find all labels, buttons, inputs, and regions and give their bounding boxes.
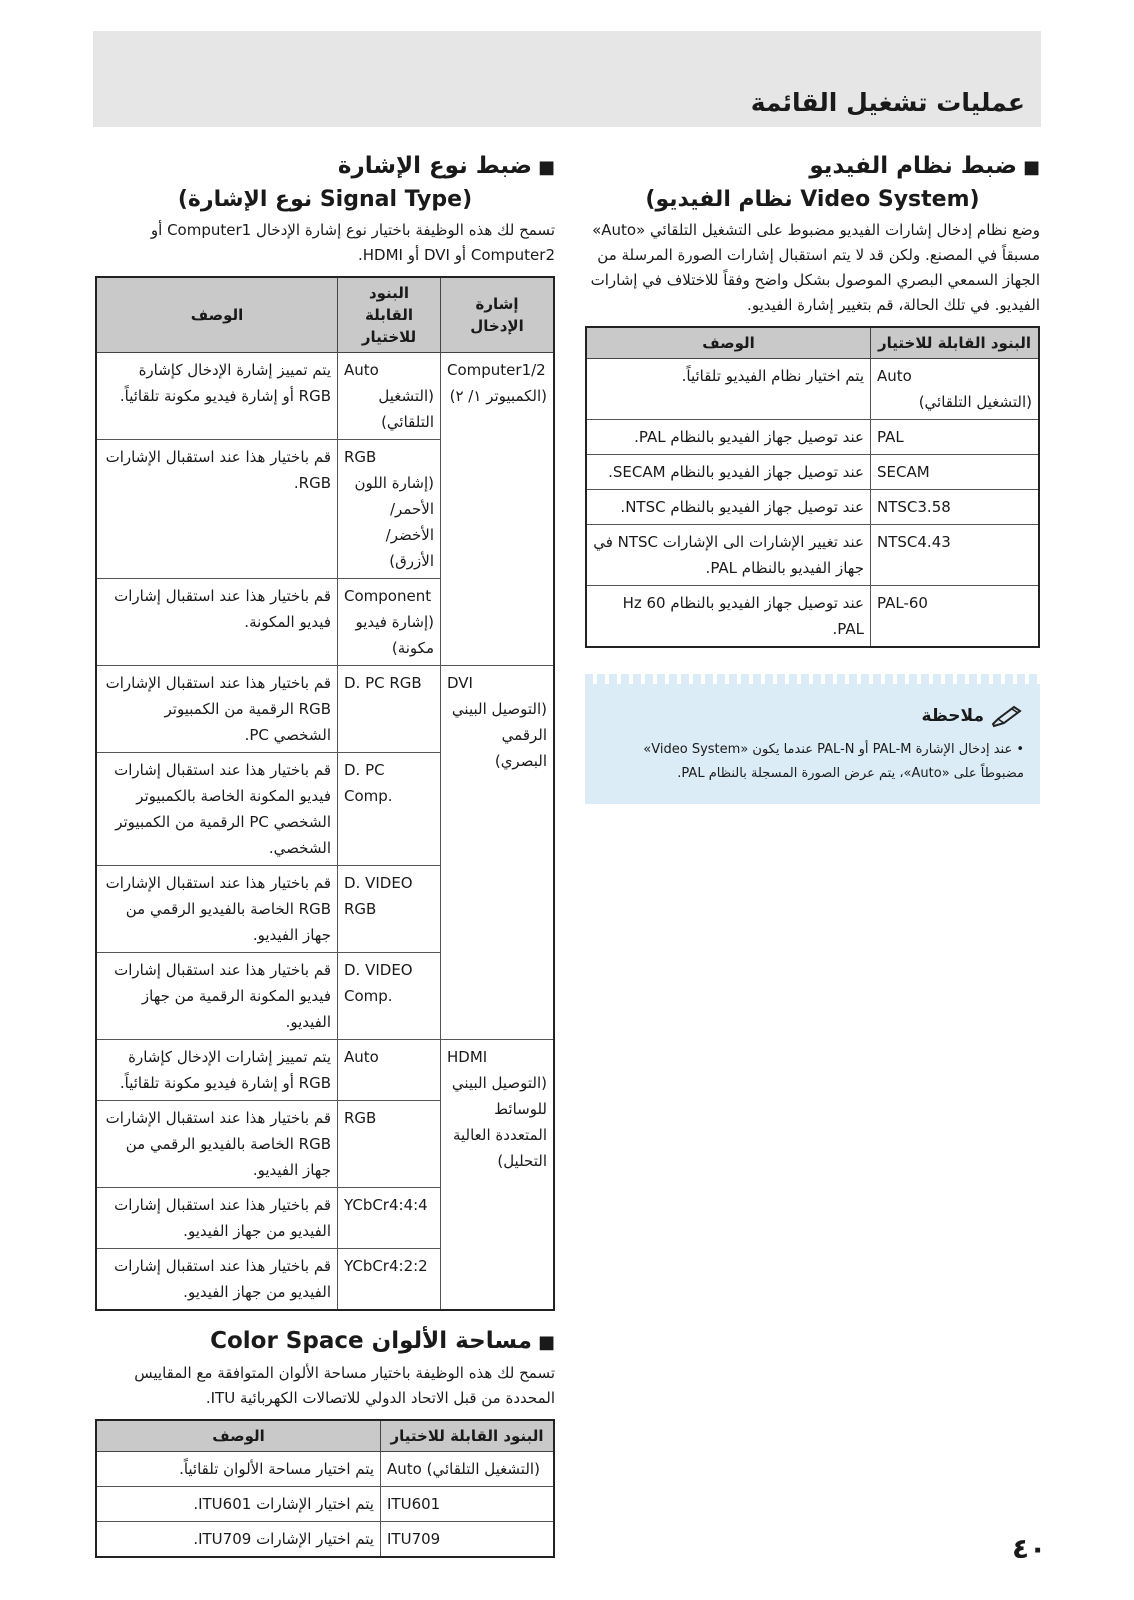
table-cell-desc: قم باختيار هذا عند استقبال الإشارات RGB الخاصة بالفيديو الرقمي من جهاز الفيديو. xyxy=(96,866,338,953)
table-header: الوصف xyxy=(96,1420,381,1452)
table-cell-desc: يتم تمييز إشارات الإدخال كإشارة RGB أو إشارة فيديو مكونة تلقائياً. xyxy=(96,1040,338,1101)
note-text: • عند إدخال الإشارة PAL-M أو PAL-N عندما يكون «Video System» مضبوطاً على «Auto»، يتم عرض الصورة المسجلة بالنظام PAL. xyxy=(643,742,1024,781)
signal-type-subtitle: (Signal Type نوع الإشارة) xyxy=(177,187,473,212)
table-cell-item xyxy=(338,353,441,440)
table-cell-item xyxy=(338,1249,441,1311)
table-cell-input xyxy=(441,1040,555,1311)
item-sublabel: (التشغيل التلقائي) xyxy=(378,387,434,431)
table-cell-desc: عند توصيل جهاز الفيديو بالنظام NTSC. xyxy=(586,490,871,525)
item-label: YCbCr4:2:2 xyxy=(344,1257,428,1275)
item-label: Auto xyxy=(344,361,379,379)
table-cell-item xyxy=(871,455,1040,490)
table-cell-desc: قم باختيار هذا عند استقبال إشارات فيديو المكونة الخاصة بالكمبيوتر الشخصي PC الرقمية من الكمبيوتر الشخصي. xyxy=(96,753,338,866)
note-title: ملاحظة xyxy=(921,706,984,726)
table-cell-item xyxy=(338,866,441,953)
table-row xyxy=(586,525,1039,586)
table-cell-item xyxy=(871,525,1040,586)
table-header: الوصف xyxy=(96,277,338,353)
signal-type-title: ■ضبط نوع الإشارة xyxy=(337,153,555,179)
item-sublabel: (إشارة فيديو مكونة) xyxy=(355,613,434,657)
table-header: الوصف xyxy=(586,327,871,359)
table-cell-desc: قم باختيار هذا عند استقبال إشارات فيديو المكونة الرقمية من جهاز الفيديو. xyxy=(96,953,338,1040)
table-row xyxy=(586,455,1039,490)
table-cell-item: Auto (التشغيل التلقائي) xyxy=(381,1452,555,1487)
table-cell-item xyxy=(338,666,441,753)
item-label: PAL-60 xyxy=(877,594,928,612)
table-row xyxy=(586,359,1039,420)
table-cell-input xyxy=(441,353,555,666)
color-space-table xyxy=(95,1419,555,1558)
color-space-title: ■مساحة الألوان Color Space xyxy=(210,1328,555,1354)
video-system-subtitle: (Video System نظام الفيديو) xyxy=(645,187,980,212)
note-box xyxy=(585,674,1040,804)
table-cell-item: ITU709 xyxy=(381,1522,555,1558)
table-cell-item xyxy=(338,579,441,666)
table-cell-desc: يتم اختيار الإشارات ITU601. xyxy=(96,1487,381,1522)
table-cell-desc: قم باختيار هذا عند استقبال الإشارات RGB. xyxy=(96,440,338,579)
table-cell-desc: يتم اختيار الإشارات ITU709. xyxy=(96,1522,381,1558)
table-row xyxy=(96,353,554,440)
table-cell-desc: قم باختيار هذا عند استقبال إشارات الفيديو من جهاز الفيديو. xyxy=(96,1249,338,1311)
table-cell-item xyxy=(338,1188,441,1249)
item-label: D. VIDEO RGB xyxy=(344,874,413,918)
video-system-table xyxy=(585,326,1040,648)
table-cell-item xyxy=(871,359,1040,420)
table-header: إشارة الإدخال xyxy=(441,277,555,353)
table-cell-desc: قم باختيار هذا عند استقبال إشارات الفيديو من جهاز الفيديو. xyxy=(96,1188,338,1249)
item-label: RGB xyxy=(344,1109,377,1127)
item-label: RGB xyxy=(344,448,377,466)
square-bullet-icon: ■ xyxy=(1022,157,1040,178)
video-system-description: وضع نظام إدخال إشارات الفيديو مضبوط على التشغيل التلقائي «Auto» مسبقاً في المصنع. ولكن قد لا يتم استقبال إشارات الصورة المرسلة من الجهاز السمعي البصري الموصول بشكل واضح وفقاً للاختلاف في إشارات الفيديو. في تلك الحالة، قم بتغيير إشارة الفيديو. xyxy=(590,221,1040,314)
page-header xyxy=(93,31,1041,127)
item-label: NTSC3.58 xyxy=(877,498,951,516)
input-label: HDMI xyxy=(447,1048,488,1066)
video-system-title: ■ضبط نظام الفيديو xyxy=(809,153,1040,179)
table-cell-desc: يتم اختيار نظام الفيديو تلقائياً. xyxy=(586,359,871,420)
table-cell-item xyxy=(338,1101,441,1188)
video-system-section xyxy=(585,150,1040,804)
input-sublabel: (التوصيل البيني الرقمي البصري) xyxy=(451,700,547,770)
table-row xyxy=(586,420,1039,455)
table-cell-item xyxy=(338,1040,441,1101)
input-label: Computer1/2 xyxy=(447,361,546,379)
table-cell-desc: يتم تمييز إشارة الإدخال كإشارة RGB أو إشارة فيديو مكونة تلقائياً. xyxy=(96,353,338,440)
item-label: Component xyxy=(344,587,432,605)
signal-type-table xyxy=(95,276,555,1311)
note-header xyxy=(601,704,1024,728)
color-space-description: تسمح لك هذه الوظيفة باختيار مساحة الألوان المتوافقة مع المقاييس المحددة من قبل الاتحاد الدولي للاتصالات الكهربائية ITU. xyxy=(134,1364,555,1407)
table-row xyxy=(586,490,1039,525)
table-cell-item: ITU601 xyxy=(381,1487,555,1522)
item-label: D. PC Comp. xyxy=(344,761,393,805)
table-row xyxy=(586,586,1039,648)
table-row xyxy=(96,1487,554,1522)
signal-type-section xyxy=(95,150,555,1558)
table-row xyxy=(96,1040,554,1101)
table-header: البنود القابلة للاختيار xyxy=(338,277,441,353)
table-cell-item xyxy=(338,440,441,579)
page-number: ٤٠ xyxy=(1012,1532,1047,1565)
table-cell-item xyxy=(338,953,441,1040)
table-cell-desc: عند توصيل جهاز الفيديو بالنظام PAL. xyxy=(586,420,871,455)
item-label: PAL xyxy=(877,428,904,446)
item-sublabel: (إشارة اللون الأحمر/ الأخضر/ الأزرق) xyxy=(354,474,434,570)
square-bullet-icon: ■ xyxy=(537,157,555,178)
table-cell-input xyxy=(441,666,555,1040)
table-header: البنود القابلة للاختيار xyxy=(381,1420,555,1452)
item-label: D. PC RGB xyxy=(344,674,422,692)
table-cell-item xyxy=(871,490,1040,525)
item-label: SECAM xyxy=(877,463,930,481)
table-row xyxy=(96,1452,554,1487)
table-cell-item xyxy=(871,420,1040,455)
signal-type-description: تسمح لك هذه الوظيفة باختيار نوع إشارة الإدخال Computer1 أو Computer2 أو DVI أو HDMI. xyxy=(150,221,555,264)
table-cell-desc: قم باختيار هذا عند استقبال إشارات فيديو المكونة. xyxy=(96,579,338,666)
square-bullet-icon: ■ xyxy=(537,1332,555,1353)
pencil-icon xyxy=(990,704,1024,728)
page-title: عمليات تشغيل القائمة xyxy=(750,88,1025,117)
input-sublabel: (الكمبيوتر ١/ ٢) xyxy=(449,387,547,405)
table-cell-item xyxy=(871,586,1040,648)
item-label: D. VIDEO Comp. xyxy=(344,961,413,1005)
table-cell-desc: عند توصيل جهاز الفيديو بالنظام SECAM. xyxy=(586,455,871,490)
table-row xyxy=(96,666,554,753)
table-cell-desc: قم باختيار هذا عند استقبال الإشارات RGB الخاصة بالفيديو الرقمي من جهاز الفيديو. xyxy=(96,1101,338,1188)
input-sublabel: (التوصيل البيني للوسائط المتعددة العالية التحليل) xyxy=(451,1074,547,1170)
item-label: Auto xyxy=(344,1048,379,1066)
table-cell-desc: عند توصيل جهاز الفيديو بالنظام 60 Hz PAL. xyxy=(586,586,871,648)
table-cell-item xyxy=(338,753,441,866)
input-label: DVI xyxy=(447,674,473,692)
item-label: NTSC4.43 xyxy=(877,533,951,551)
table-cell-desc: عند تغيير الإشارات الى الإشارات NTSC في جهاز الفيديو بالنظام PAL. xyxy=(586,525,871,586)
item-label: Auto xyxy=(877,367,912,385)
table-cell-desc: يتم اختيار مساحة الألوان تلقائياً. xyxy=(96,1452,381,1487)
item-label: YCbCr4:4:4 xyxy=(344,1196,428,1214)
item-sublabel: (التشغيل التلقائي) xyxy=(918,393,1032,411)
table-cell-desc: قم باختيار هذا عند استقبال الإشارات RGB الرقمية من الكمبيوتر الشخصي PC. xyxy=(96,666,338,753)
table-row xyxy=(96,1522,554,1558)
table-header: البنود القابلة للاختيار xyxy=(871,327,1040,359)
